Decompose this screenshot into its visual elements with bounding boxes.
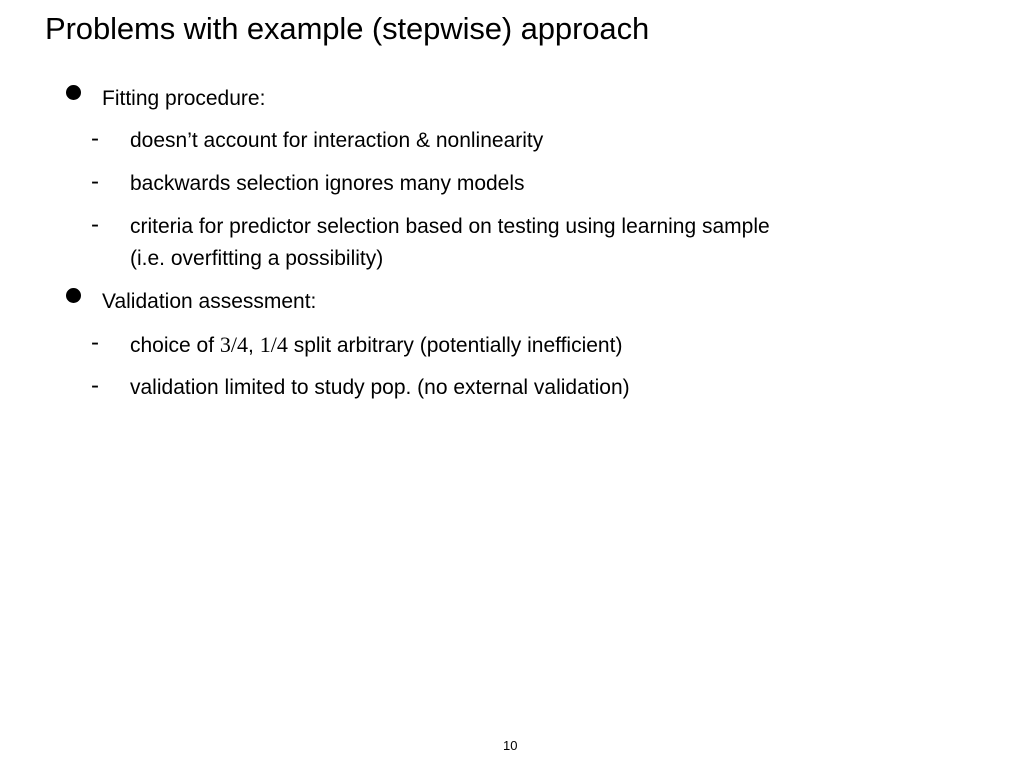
- dash-icon: -: [91, 372, 99, 399]
- dash-icon: -: [91, 211, 99, 238]
- dash-icon: -: [91, 168, 99, 195]
- list-item: validation limited to study pop. (no external validation): [130, 376, 630, 399]
- fraction-one-quarter: 1/4: [259, 332, 288, 357]
- list-item-prefix: choice of: [130, 334, 215, 357]
- dash-icon: -: [91, 125, 99, 152]
- list-item-suffix: split arbitrary (potentially inefficient): [293, 334, 623, 357]
- list-item: backwards selection ignores many models: [130, 172, 525, 195]
- list-item: criteria for predictor selection based on testing using learning sample: [130, 215, 770, 238]
- list-item: doesn’t account for interaction & nonlinearity: [130, 129, 544, 152]
- dash-icon: -: [91, 329, 99, 356]
- bullet-icon: [66, 288, 81, 303]
- section-heading-validation: Validation assessment:: [102, 290, 317, 313]
- list-item: [130, 332, 622, 359]
- section-heading-fitting: Fitting procedure:: [102, 87, 266, 110]
- bullet-icon: [66, 85, 81, 100]
- list-item-continuation: (i.e. overfitting a possibility): [130, 247, 384, 270]
- slide-title: Problems with example (stepwise) approach: [45, 11, 650, 46]
- page-number: 10: [503, 738, 518, 753]
- separator-comma: ,: [248, 334, 254, 357]
- fraction-three-quarters: 3/4: [219, 332, 249, 357]
